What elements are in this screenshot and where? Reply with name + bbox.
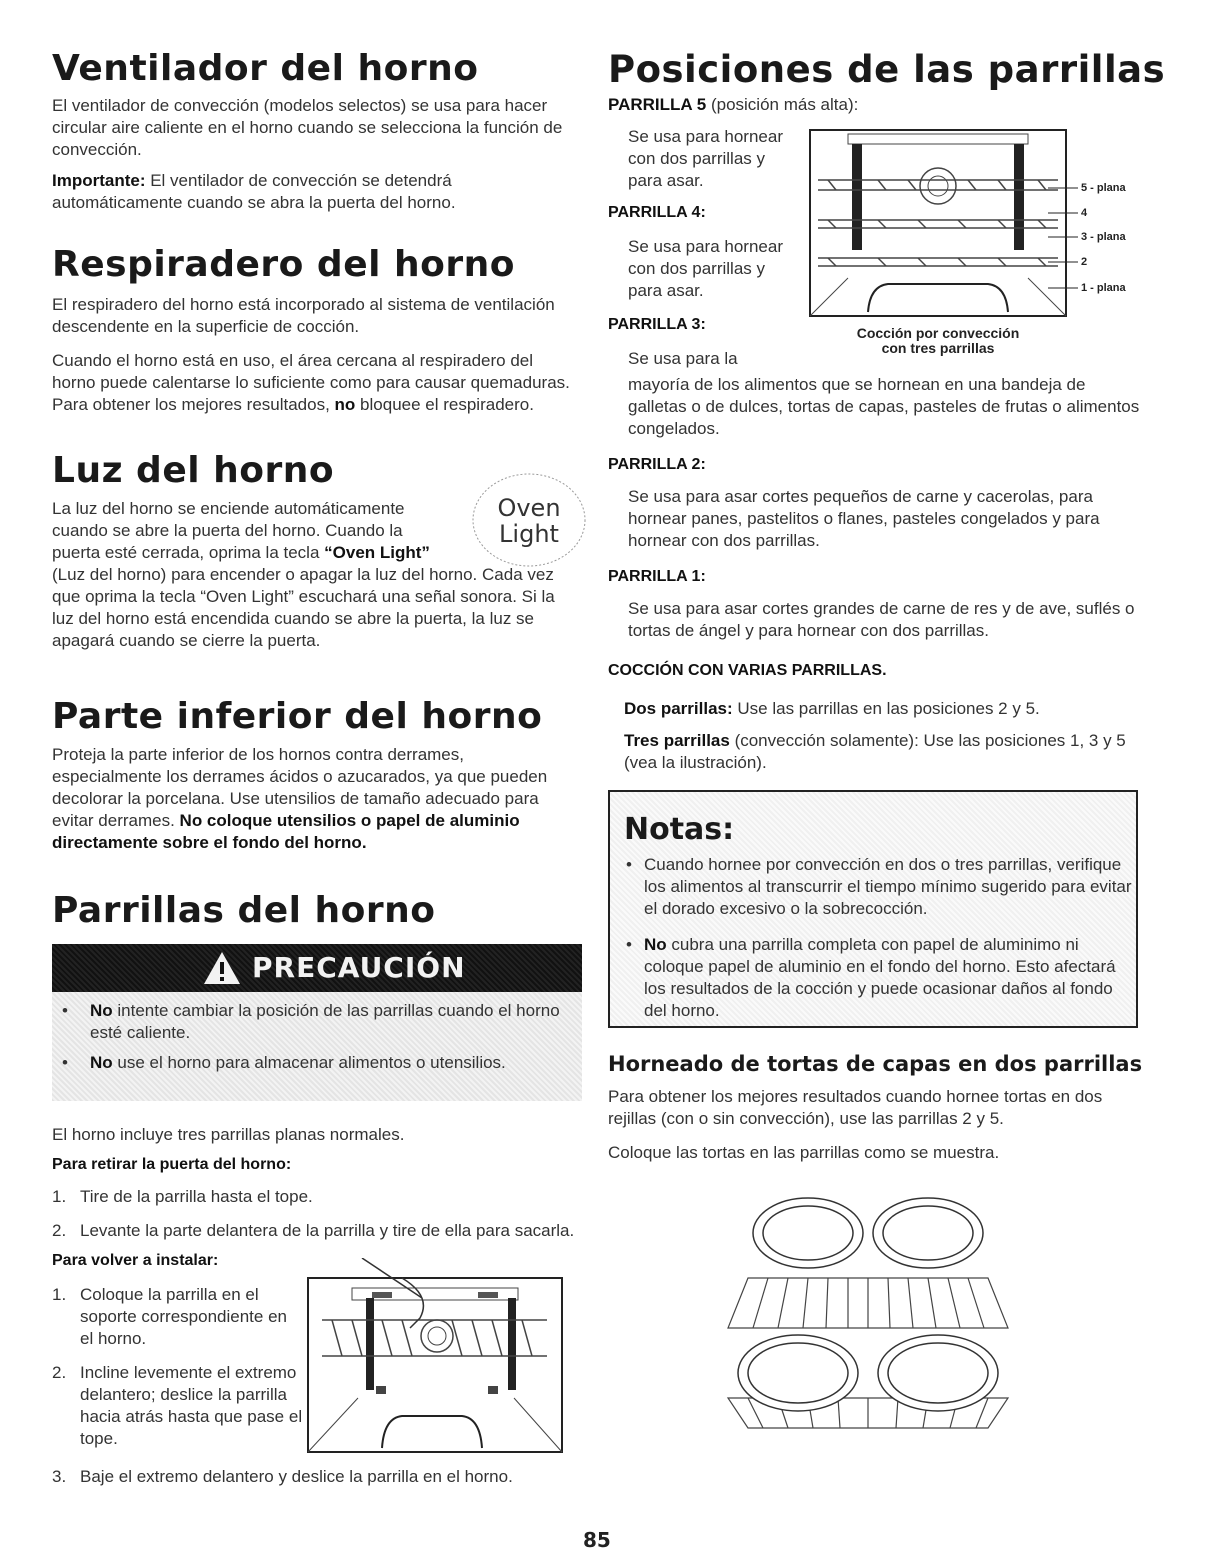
- notes-bullet: •: [626, 855, 632, 874]
- rack-label-1: 1 - plana: [1081, 282, 1126, 294]
- oven-light-line1: Oven: [497, 494, 561, 522]
- fan-important: [52, 170, 572, 214]
- rack5-text: Se usa para hornear con dos parrillas y para asar.: [628, 127, 783, 190]
- caution-bullet: •: [62, 1053, 68, 1072]
- rack4-label: PARRILLA 4:: [608, 204, 706, 221]
- notes-item-2-text: cubra una parrilla completa con papel de aluminimo ni coloque papel de aluminio en el fondo del horno. Esto afectará los resultados de la cocción y puede ocasionar daños al fondo del horno.: [644, 935, 1116, 1020]
- caution-body: [52, 992, 582, 1101]
- remove-heading: Para retirar la puerta del horno:: [52, 1156, 292, 1173]
- notes-bullet: •: [626, 935, 632, 954]
- vent-p2: [52, 350, 572, 416]
- rack-install-illustration: [302, 1258, 567, 1458]
- caution-bullet: •: [62, 1001, 68, 1020]
- caution-banner: [52, 944, 582, 992]
- light-heading: Luz del horno: [52, 450, 335, 491]
- important-label: Importante:: [52, 171, 146, 190]
- caution-item-1-bold: No: [90, 1001, 113, 1020]
- oven-light-button-icon: [470, 470, 588, 570]
- install-heading: Para volver a instalar:: [52, 1252, 219, 1269]
- oven-light-line2: Light: [499, 520, 559, 548]
- rack1-text: Se usa para asar cortes grandes de carne de res y de ave, suflés o tortas de ángel y para hornear con dos parrillas.: [628, 599, 1135, 640]
- step-number: 2.: [52, 1221, 67, 1240]
- important-text: El ventilador de convección se detendrá automáticamente cuando se abra la puerta del horno.: [52, 171, 456, 212]
- bottom-text-a: Proteja la parte inferior de los hornos contra derrames, especialmente los derrames ácidos o azucarados, ya que pueden decolorar la porcelana. Use utensilios de tamaño adecuado para evitar derrames.: [52, 745, 548, 830]
- rack5-label: PARRILLA 5: [608, 95, 707, 114]
- rack4-text: Se usa para hornear con dos parrillas y para asar.: [628, 237, 783, 300]
- install-step-1: Coloque la parrilla en el soporte correspondiente en el horno.: [80, 1285, 287, 1348]
- rack5-note: (posición más alta):: [706, 95, 859, 114]
- rack-label-4: 4: [1081, 207, 1088, 219]
- diagram-caption-1: Cocción por convección: [856, 325, 1020, 341]
- step-number: 2.: [52, 1363, 67, 1382]
- fan-heading: Ventilador del horno: [52, 48, 479, 89]
- two-racks: [624, 698, 1144, 720]
- caution-title: PRECAUCIÓN: [252, 951, 466, 984]
- install-step-2: Incline levemente el extremo delantero; deslice la parrilla hacia atrás hasta que pase el tope.: [80, 1363, 303, 1448]
- install-step-3: Baje el extremo delantero y deslice la parrilla en el horno.: [80, 1467, 513, 1486]
- warning-icon: [202, 950, 242, 986]
- light-text-b: (Luz del horno) para encender o apagar la luz del horno. Cada vez que oprima la tecla “Oven Light” escuchará una señal sonora. Si la luz del horno está encendida cuando se abre la puerta, la luz se apagará cuando se cierre la puerta.: [52, 565, 555, 650]
- light-body-bottom: [52, 564, 572, 652]
- caution-item-2: [90, 1052, 570, 1074]
- notes-item-1: Cuando hornee por convección en dos o tres parrillas, verifique los alimentos al transcurrir el tiempo mínimo sugerido para evitar el dorado excesivo o la sobrecocción.: [644, 855, 1132, 918]
- vent-p2-c: bloquee el respiradero.: [355, 395, 534, 414]
- positions-heading: Posiciones de las parrillas: [608, 48, 1166, 91]
- rack3-text-b: mayoría de los alimentos que se hornean en una bandeja de galletas o de dulces, tortas de capas, pasteles de frutas o alimentos congelados.: [628, 375, 1140, 438]
- rack5-line: [608, 94, 1148, 116]
- step-number: 3.: [52, 1467, 67, 1486]
- step-number: 1.: [52, 1285, 67, 1304]
- rack-label-5: 5 - plana: [1081, 182, 1126, 194]
- page-number: 85: [583, 1528, 611, 1549]
- notes-item-2: [644, 934, 1134, 1022]
- rack3-label: PARRILLA 3:: [608, 316, 706, 333]
- light-key: “Oven Light”: [324, 543, 430, 562]
- remove-step-1: Tire de la parrilla hasta el tope.: [80, 1187, 313, 1206]
- notes-item-2-bold: No: [644, 935, 667, 954]
- three-racks-label: Tres parrillas: [624, 731, 730, 750]
- three-racks: [624, 730, 1144, 774]
- cakes-heading: Horneado de tortas de capas en dos parrillas: [608, 1052, 1143, 1076]
- caution-item-2-text: use el horno para almacenar alimentos o utensilios.: [112, 1053, 506, 1072]
- two-racks-text: Use las parrillas en las posiciones 2 y 5.: [732, 699, 1040, 718]
- vent-p2-a: Cuando el horno está en uso, el área cercana al respiradero del horno puede calentarse lo suficiente como para causar quemaduras. Para obtener los mejores resultados,: [52, 351, 570, 414]
- rack2-text: Se usa para asar cortes pequeños de carne y cacerolas, para hornear panes, pastelitos o flanes, pasteles congelados y para hornear con dos parrillas.: [628, 487, 1100, 550]
- caution-item-1-text: intente cambiar la posición de las parrillas cuando el horno esté caliente.: [90, 1001, 560, 1042]
- bottom-body: [52, 744, 572, 854]
- remove-step-2: Levante la parte delantera de la parrilla y tire de ella para sacarla.: [80, 1221, 575, 1240]
- rack-label-3: 3 - plana: [1081, 231, 1126, 243]
- racks-heading: Parrillas del horno: [52, 890, 436, 931]
- racks-intro: El horno incluye tres parrillas planas normales.: [52, 1125, 405, 1144]
- rack-label-leaders: [1048, 180, 1080, 300]
- cakes-p1: Para obtener los mejores resultados cuando hornee tortas en dos rejillas (con o sin convección), use las parrillas 2 y 5.: [608, 1087, 1103, 1128]
- light-text-a: La luz del horno se enciende automáticamente cuando se abre la puerta del horno. Cuando la puerta esté cerrada, oprima la tecla: [52, 499, 405, 562]
- notes-title: Notas:: [624, 812, 735, 847]
- rack-label-2: 2: [1081, 256, 1088, 268]
- notes-box: [608, 790, 1138, 1028]
- vent-p1: El respiradero del horno está incorporado al sistema de ventilación descendente en la superficie de cocción.: [52, 295, 555, 336]
- rack3-text-a: Se usa para la: [628, 349, 738, 368]
- rack2-label: PARRILLA 2:: [608, 456, 706, 473]
- bottom-heading: Parte inferior del horno: [52, 696, 543, 737]
- step-number: 1.: [52, 1187, 67, 1206]
- fan-body: El ventilador de convección (modelos selectos) se usa para hacer circular aire caliente en el horno cuando se selecciona la función de convección.: [52, 96, 563, 159]
- two-racks-label: Dos parrillas:: [624, 699, 733, 718]
- rack1-label: PARRILLA 1:: [608, 568, 706, 585]
- diagram-caption-2: con tres parrillas: [881, 340, 995, 356]
- vent-heading: Respiradero del horno: [52, 244, 515, 285]
- two-rack-cakes-illustration: [708, 1188, 1028, 1438]
- three-racks-text: (convección solamente): Use las posiciones 1, 3 y 5 (vea la ilustración).: [624, 731, 1126, 772]
- convection-rack-diagram: [808, 128, 1068, 318]
- cakes-p2: Coloque las tortas en las parrillas como se muestra.: [608, 1143, 1000, 1162]
- multi-heading: COCCIÓN CON VARIAS PARRILLAS.: [608, 662, 887, 679]
- caution-item-2-bold: No: [90, 1053, 113, 1072]
- caution-item-1: [90, 1000, 570, 1044]
- bottom-text-bold: No coloque utensilios o papel de aluminio directamente sobre el fondo del horno.: [52, 811, 520, 852]
- vent-p2-bold: no: [334, 395, 356, 414]
